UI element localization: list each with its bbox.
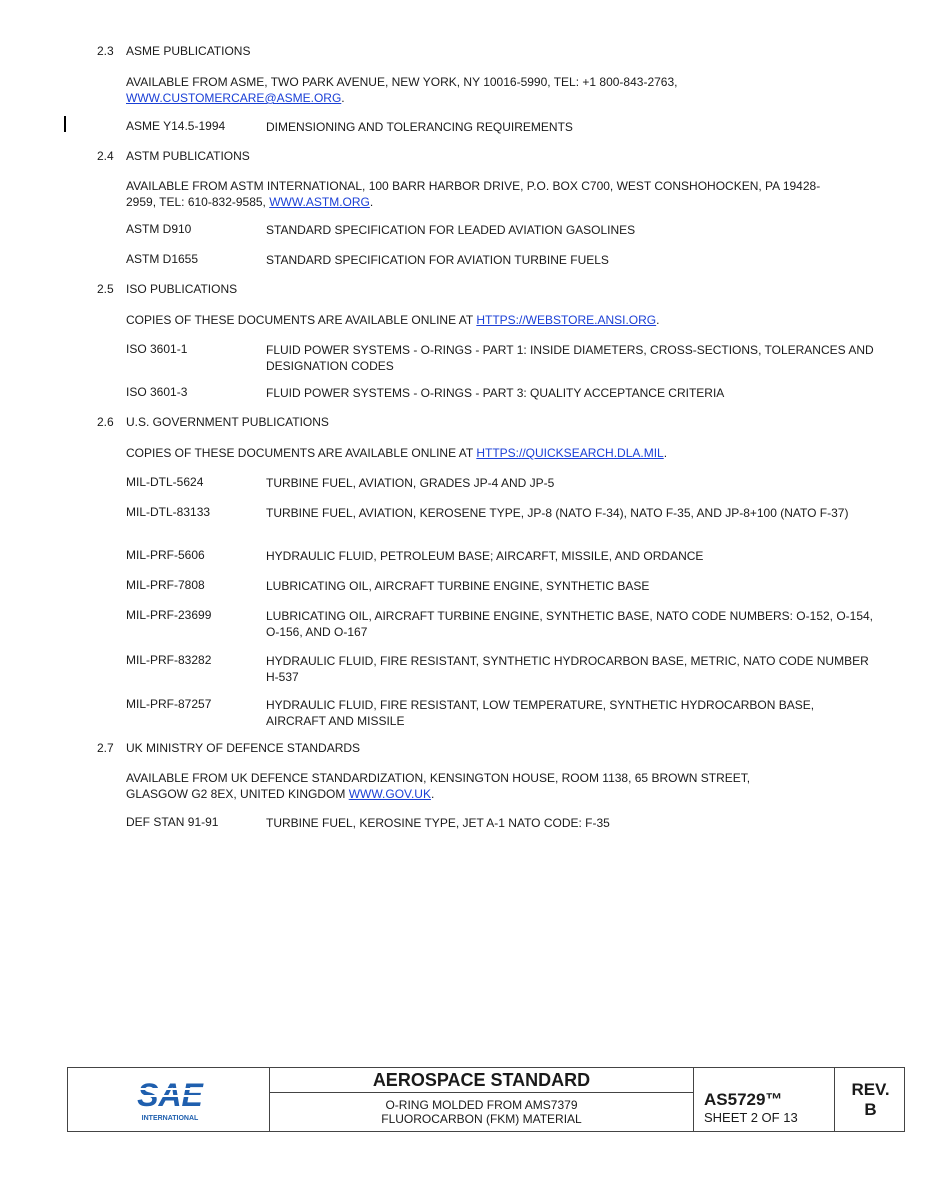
ref-code: DEF STAN 91-91 — [126, 815, 219, 829]
doc-number: AS5729™ — [704, 1090, 783, 1109]
section-title: ASME PUBLICATIONS — [126, 44, 251, 58]
ref-code: ASME Y14.5-1994 — [126, 119, 226, 133]
document-subtitle — [270, 1098, 693, 1126]
logo-cell — [68, 1068, 270, 1131]
doc-number-cell — [694, 1068, 835, 1131]
ref-title: DIMENSIONING AND TOLERANCING REQUIREMENTS — [266, 120, 573, 134]
ref-title: STANDARD SPECIFICATION FOR AVIATION TURBINE FUELS — [266, 253, 609, 267]
ref-title: HYDRAULIC FLUID, PETROLEUM BASE; AIRCARFT, MISSILE, AND ORDANCE — [266, 549, 704, 563]
ref-title: HYDRAULIC FLUID, FIRE RESISTANT, LOW TEMPERATURE, SYNTHETIC HYDROCARBON BASE, AIRCRAFT AND MISSILE — [266, 698, 815, 728]
section-intro — [126, 445, 856, 461]
gov-uk-link[interactable]: WWW.GOV.UK — [348, 787, 431, 801]
sae-logo-icon — [132, 1076, 208, 1124]
section-number: 2.3 — [97, 44, 114, 58]
ref-code: MIL-DTL-83133 — [126, 505, 211, 519]
intro-text: AVAILABLE FROM UK DEFENCE STANDARDIZATION, KENSINGTON HOUSE, ROOM 1138, 65 BROWN STREET, GLASGOW G2 8EX, UNITED KINGDOM — [126, 771, 751, 801]
ref-title: HYDRAULIC FLUID, FIRE RESISTANT, SYNTHETIC HYDROCARBON BASE, METRIC, NATO CODE NUMBER H-537 — [266, 654, 869, 684]
ref-title: STANDARD SPECIFICATION FOR LEADED AVIATION GASOLINES — [266, 223, 636, 237]
ref-title: FLUID POWER SYSTEMS - O-RINGS - PART 1: INSIDE DIAMETERS, CROSS-SECTIONS, TOLERANCES AND DESIGNATION CODES — [266, 343, 874, 373]
section-number: 2.5 — [97, 282, 114, 296]
section-title: U.S. GOVERNMENT PUBLICATIONS — [126, 415, 329, 429]
ref-code: ISO 3601-1 — [126, 342, 188, 356]
section-number: 2.7 — [97, 741, 114, 755]
intro-text: COPIES OF THESE DOCUMENTS ARE AVAILABLE ONLINE AT — [126, 313, 473, 327]
ref-code: MIL-PRF-5606 — [126, 548, 205, 562]
intro-end: . — [369, 195, 374, 209]
section-intro — [126, 178, 826, 210]
ref-title: TURBINE FUEL, AVIATION, KEROSENE TYPE, JP-8 (NATO F-34), NATO F-35, AND JP-8+100 (NATO F-37) — [266, 506, 849, 520]
logo-subtext: INTERNATIONAL — [141, 1115, 199, 1122]
revision-change-bar — [64, 116, 66, 132]
rev-value: B — [864, 1100, 877, 1119]
intro-text: AVAILABLE FROM ASTM INTERNATIONAL, 100 BARR HARBOR DRIVE, P.O. BOX C700, WEST CONSHOHOCKEN, PA 19428-2959, TEL: 610-832-9585, — [126, 179, 821, 209]
ref-title: LUBRICATING OIL, AIRCRAFT TURBINE ENGINE, SYNTHETIC BASE — [266, 579, 650, 593]
ref-title: TURBINE FUEL, KEROSINE TYPE, JET A-1 NATO CODE: F-35 — [266, 816, 610, 830]
intro-end: . — [341, 91, 345, 105]
standard-title: AEROSPACE STANDARD — [270, 1068, 693, 1093]
subtitle-line: O-RING MOLDED FROM AMS7379 — [385, 1098, 578, 1112]
ref-title: FLUID POWER SYSTEMS - O-RINGS - PART 3: QUALITY ACCEPTANCE CRITERIA — [266, 386, 725, 400]
sheet-number: SHEET 2 OF 13 — [704, 1110, 798, 1125]
ref-code: MIL-PRF-23699 — [126, 608, 212, 622]
section-intro — [126, 770, 806, 802]
asme-link[interactable]: WWW.CUSTOMERCARE@ASME.ORG — [126, 91, 342, 105]
section-title: ISO PUBLICATIONS — [126, 282, 238, 296]
intro-end: . — [430, 787, 435, 801]
section-number: 2.6 — [97, 415, 114, 429]
ref-code: MIL-PRF-7808 — [126, 578, 205, 592]
astm-link[interactable]: WWW.ASTM.ORG — [269, 195, 370, 209]
ref-code: ASTM D1655 — [126, 252, 199, 266]
title-block — [67, 1067, 905, 1132]
ref-title: LUBRICATING OIL, AIRCRAFT TURBINE ENGINE, SYNTHETIC BASE, NATO CODE NUMBERS: O-152, O-154, O-156, AND O-167 — [266, 609, 874, 639]
section-title: UK MINISTRY OF DEFENCE STANDARDS — [126, 741, 361, 755]
intro-text: COPIES OF THESE DOCUMENTS ARE AVAILABLE ONLINE AT — [126, 446, 473, 460]
logo-text: SAE — [137, 1077, 203, 1113]
rev-label: REV. — [851, 1080, 890, 1099]
intro-end: . — [656, 313, 660, 327]
ref-code: MIL-PRF-83282 — [126, 653, 212, 667]
title-cell — [270, 1068, 694, 1131]
intro-text: AVAILABLE FROM ASME, TWO PARK AVENUE, NEW YORK, NY 10016-5990, TEL: +1 800-843-2763, — [126, 75, 678, 89]
ref-code: MIL-PRF-87257 — [126, 697, 212, 711]
dla-link[interactable]: HTTPS://QUICKSEARCH.DLA.MIL — [476, 446, 664, 460]
section-intro — [126, 312, 856, 328]
section-number: 2.4 — [97, 149, 114, 163]
ansi-link[interactable]: HTTPS://WEBSTORE.ANSI.ORG — [476, 313, 657, 327]
ref-code: ISO 3601-3 — [126, 385, 188, 399]
section-title: ASTM PUBLICATIONS — [126, 149, 250, 163]
ref-code: MIL-DTL-5624 — [126, 475, 204, 489]
section-intro — [126, 74, 856, 106]
ref-code: ASTM D910 — [126, 222, 192, 236]
subtitle-line: FLUOROCARBON (FKM) MATERIAL — [381, 1112, 582, 1126]
ref-title: TURBINE FUEL, AVIATION, GRADES JP-4 AND JP-5 — [266, 476, 555, 490]
revision-cell — [835, 1068, 906, 1131]
intro-end: . — [663, 446, 668, 460]
